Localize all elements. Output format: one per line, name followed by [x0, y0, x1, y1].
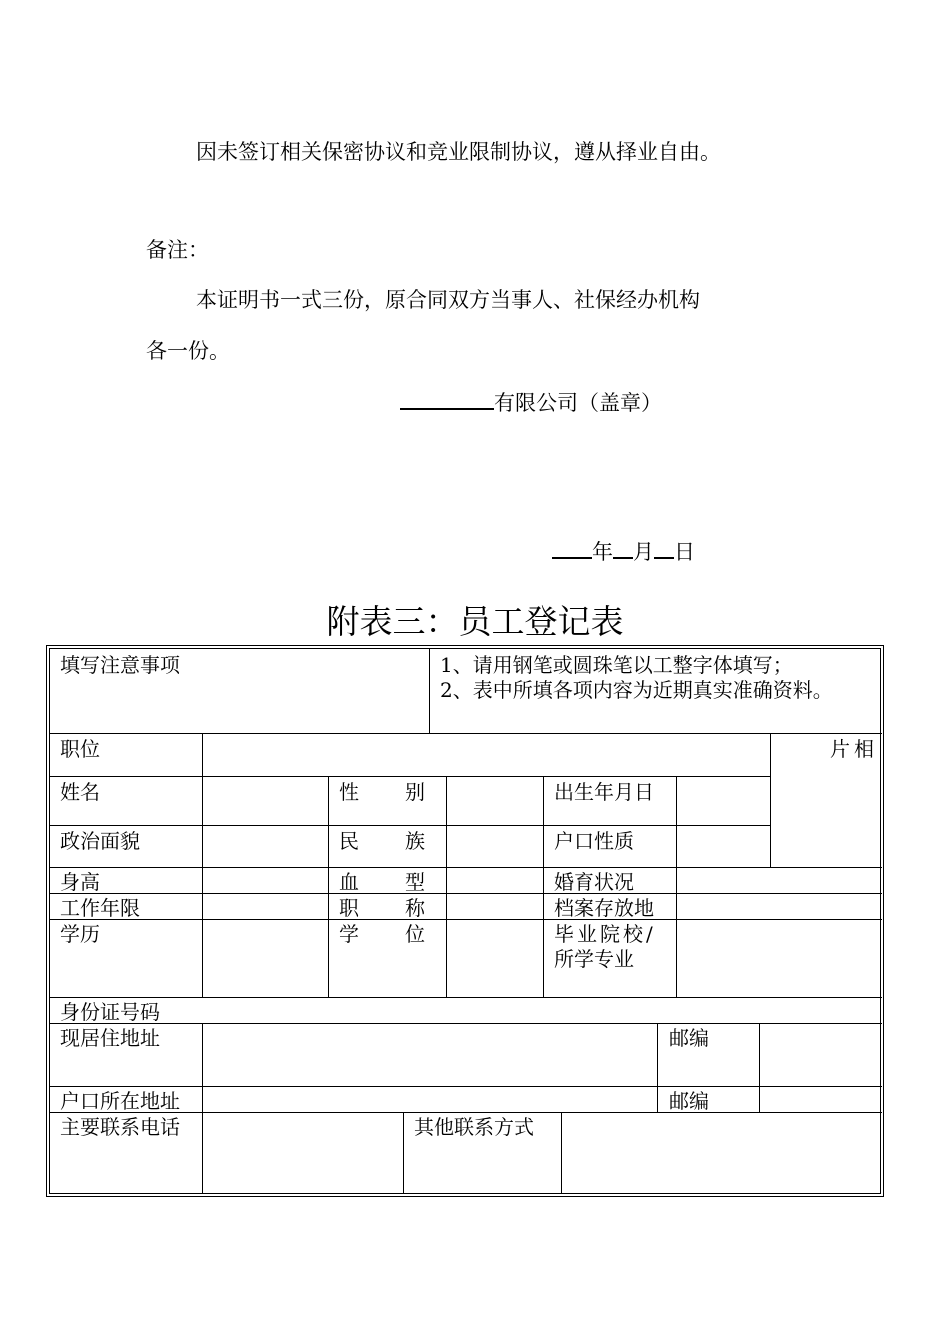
date-day: 日 [674, 540, 695, 564]
work-years-label: 工作年限 [60, 896, 140, 920]
date-line [552, 535, 695, 566]
birth-date-label: 出生年月日 [554, 780, 654, 804]
notice-line-2: 2、表中所填各项内容为近期真实准确资料。 [440, 678, 833, 702]
archive-location-label: 档案存放地 [554, 896, 654, 920]
current-address-label: 现居住地址 [60, 1026, 160, 1050]
main-phone-label: 主要联系电话 [60, 1115, 180, 1139]
title-rank-label: 职称 [339, 896, 471, 920]
marital-status-label: 婚育状况 [554, 870, 634, 894]
date-year: 年 [592, 540, 613, 564]
year-blank [552, 535, 592, 559]
ethnicity-label: 民族 [339, 829, 471, 853]
hukou-address-label: 户口所在地址 [60, 1089, 180, 1113]
month-blank [613, 535, 633, 559]
photo-label: 片相 [830, 737, 878, 761]
table-inner-border [49, 648, 881, 1194]
paragraph-copies-line1: 本证明书一式三份，原合同双方当事人、社保经办机构 [196, 288, 700, 312]
education-label: 学历 [60, 922, 100, 946]
blood-type-label: 血型 [339, 870, 471, 894]
id-number-label: 身份证号码 [60, 1000, 160, 1024]
name-label: 姓名 [60, 780, 100, 804]
hukou-type-label: 户口性质 [554, 829, 634, 853]
school-label-line-1: 毕业院校/ [554, 922, 656, 946]
notice-label: 填写注意事项 [60, 653, 180, 677]
postcode-label-1: 邮编 [669, 1026, 709, 1050]
degree-label: 学位 [339, 922, 471, 946]
company-name-blank [400, 386, 494, 410]
date-month: 月 [633, 540, 654, 564]
remark-label: 备注： [146, 238, 209, 262]
employee-registration-table [46, 645, 884, 1197]
paragraph-copies-line2: 各一份。 [146, 339, 230, 363]
position-label: 职位 [60, 737, 100, 761]
notice-line-1: 1、请用钢笔或圆珠笔以工整字体填写； [440, 653, 793, 677]
other-contact-label: 其他联系方式 [414, 1115, 534, 1139]
day-blank [654, 535, 674, 559]
company-seal-line [400, 386, 662, 417]
height-label: 身高 [60, 870, 100, 894]
paragraph-non-compete: 因未签订相关保密协议和竞业限制协议，遵从择业自由。 [196, 140, 721, 164]
school-label-line-2: 所学专业 [554, 947, 634, 971]
postcode-label-2: 邮编 [669, 1089, 709, 1113]
political-status-label: 政治面貌 [60, 829, 140, 853]
gender-label: 性别 [339, 780, 471, 804]
company-seal-text: 有限公司（盖章） [494, 391, 662, 415]
form-title: 附表三：员工登记表 [326, 602, 624, 641]
